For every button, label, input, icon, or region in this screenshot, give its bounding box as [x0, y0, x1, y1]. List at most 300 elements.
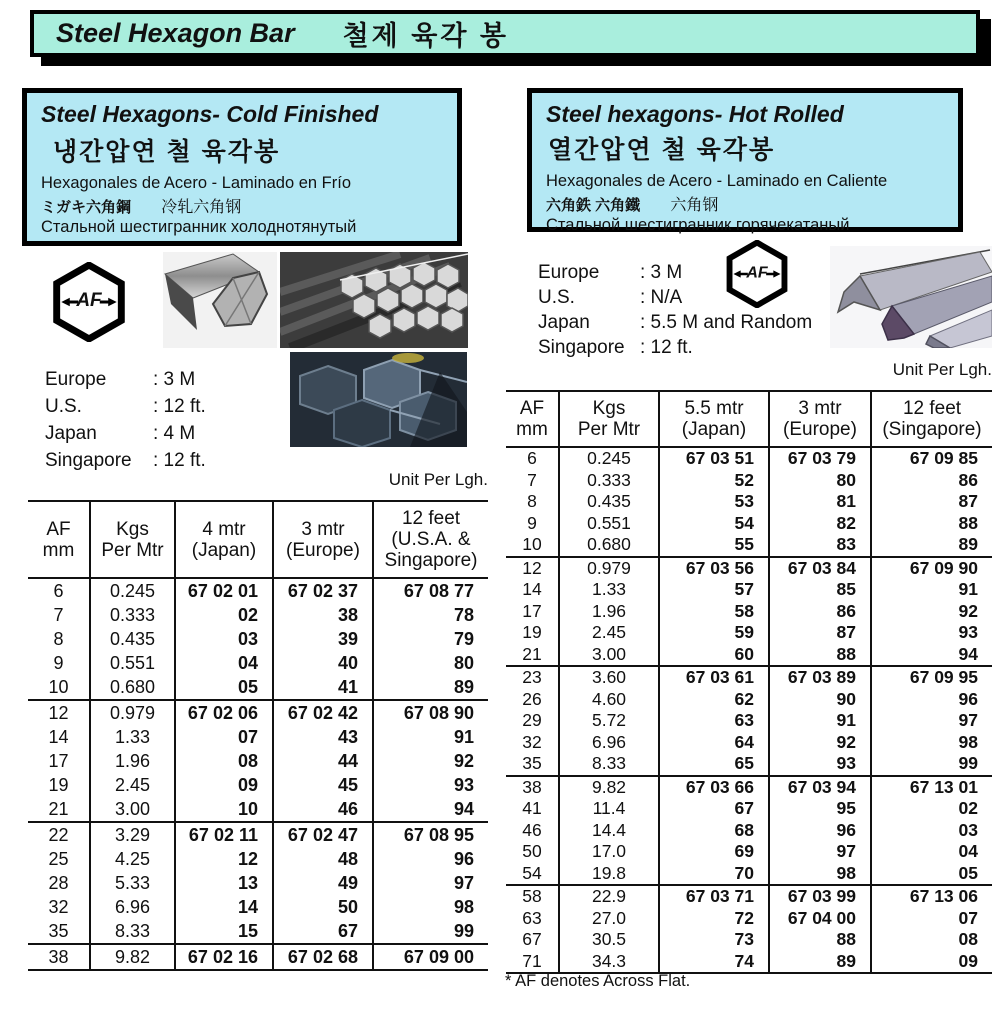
table-cell: 49 — [273, 871, 373, 895]
photo-hex-bar-bundle — [280, 252, 468, 348]
table-cell: 67 02 11 — [175, 822, 273, 847]
table-cell: 14 — [48, 727, 69, 747]
af-label: AF — [746, 264, 768, 282]
section-header-hot-rolled — [527, 88, 963, 232]
table-cell: 54 — [659, 513, 769, 535]
table-cell: 3.60 — [559, 666, 659, 689]
table-cell: 9 — [527, 512, 537, 533]
length-value: : 3 M — [640, 261, 683, 283]
table-cell: 02 — [871, 798, 992, 820]
table-row — [506, 534, 992, 557]
table-cell: 38 — [48, 947, 69, 967]
table-cell: 8 — [53, 629, 64, 649]
table-group — [506, 776, 992, 886]
section-header-cold-finished — [22, 88, 462, 246]
table-cell: 94 — [373, 797, 488, 822]
table-cell: 96 — [871, 689, 992, 711]
table-cell: 6 — [527, 448, 537, 468]
table-cell: 1.96 — [90, 749, 175, 773]
section-title-en: Steel Hexagons- Cold Finished — [41, 101, 379, 127]
section-title-ru: Стальной шестигранник горячекатаный — [546, 216, 850, 234]
table-cell: 1.33 — [90, 725, 175, 749]
photo-single-hex-bar — [163, 252, 277, 348]
column-header: 12 feet (Singapore) — [871, 391, 992, 447]
table-row — [28, 700, 488, 725]
table-cell: 1.96 — [559, 601, 659, 623]
table-cell: 14.4 — [559, 820, 659, 842]
table-cell: 0.551 — [559, 513, 659, 535]
length-row — [538, 260, 812, 285]
table-cell: 48 — [273, 847, 373, 871]
table-row — [506, 710, 992, 732]
table-cell: 4.60 — [559, 689, 659, 711]
table-cell: 46 — [522, 819, 542, 840]
table-group — [28, 822, 488, 944]
section-title-es: Hexagonales de Acero - Laminado en Frío — [41, 174, 352, 192]
table-cell: 67 03 79 — [769, 447, 871, 470]
table-cell: 7 — [53, 605, 64, 625]
table-row — [506, 798, 992, 820]
table-cell: 05 — [175, 675, 273, 700]
table-row — [28, 773, 488, 797]
table-cell: 46 — [273, 797, 373, 822]
table-cell: 44 — [273, 749, 373, 773]
table-cell: 89 — [871, 534, 992, 557]
table-cell: 08 — [871, 929, 992, 951]
table-cell: 35 — [522, 753, 542, 773]
af-label: AF — [76, 290, 102, 312]
table-cell: 67 — [522, 929, 542, 949]
table-group — [506, 557, 992, 667]
table-cell: 91 — [871, 579, 992, 601]
length-row — [45, 393, 206, 420]
table-cell: 67 03 61 — [659, 666, 769, 689]
table-cell: 15 — [175, 919, 273, 944]
table-cell: 67 08 95 — [373, 822, 488, 847]
table-cell: 0.435 — [559, 491, 659, 513]
table-cell: 14 — [522, 579, 542, 599]
table-cell: 0.333 — [90, 603, 175, 627]
table-cell: 17 — [522, 600, 542, 621]
table-cell: 38 — [273, 603, 373, 627]
table-row — [28, 578, 488, 603]
af-hexagon-icon — [50, 262, 128, 342]
table-cell: 0.245 — [559, 447, 659, 470]
table-cell: 67 03 66 — [659, 776, 769, 799]
table-cell: 25 — [48, 849, 69, 869]
table-row — [506, 689, 992, 711]
table-cell: 9 — [53, 653, 64, 673]
table-cell: 99 — [373, 919, 488, 944]
table-cell: 83 — [769, 534, 871, 557]
table-cell: 59 — [659, 622, 769, 644]
table-row — [28, 725, 488, 749]
table-cell: 98 — [871, 732, 992, 754]
table-row — [506, 644, 992, 667]
table-cell: 3.00 — [90, 797, 175, 822]
table-cell: 53 — [659, 491, 769, 513]
table-cell: 2.45 — [90, 773, 175, 797]
section-title-ja-zh — [41, 194, 443, 217]
table-cell: 67 09 90 — [871, 557, 992, 580]
table-group — [506, 885, 992, 973]
column-header: AF mm — [516, 398, 548, 440]
table-row — [506, 951, 992, 974]
table-cell: 89 — [769, 951, 871, 974]
table-row — [506, 776, 992, 799]
table-cell: 50 — [273, 895, 373, 919]
table-cell: 5.72 — [559, 710, 659, 732]
table-cell: 19.8 — [559, 863, 659, 886]
table-cell: 85 — [769, 579, 871, 601]
table-cell: 60 — [659, 644, 769, 667]
table-cell: 35 — [48, 921, 69, 941]
length-row — [538, 310, 812, 335]
table-cell: 30.5 — [559, 929, 659, 951]
table-cell: 97 — [769, 841, 871, 863]
table-row — [28, 847, 488, 871]
section-title-ko: 열간압연 철 육각봉 — [548, 136, 776, 164]
length-row — [45, 366, 206, 393]
table-cell: 67 13 01 — [871, 776, 992, 799]
table-cell: 93 — [769, 753, 871, 776]
length-region-label: Europe — [45, 368, 107, 390]
table-cell: 26 — [522, 688, 542, 709]
table-cell: 32 — [48, 897, 69, 917]
table-cell: 67 08 77 — [373, 578, 488, 603]
table-row — [506, 820, 992, 842]
table-cell: 68 — [659, 820, 769, 842]
table-cell: 41 — [522, 798, 542, 818]
table-cell: 0.979 — [90, 700, 175, 725]
table-cell: 67 02 42 — [273, 700, 373, 725]
length-value: : 3 M — [153, 368, 196, 390]
table-cell: 03 — [175, 627, 273, 651]
table-cell: 34.3 — [559, 951, 659, 974]
table-row — [28, 651, 488, 675]
table-cell: 88 — [769, 929, 871, 951]
table-cell: 67 09 95 — [871, 666, 992, 689]
table-cell: 12 — [175, 847, 273, 871]
table-cell: 96 — [373, 847, 488, 871]
table-cell: 86 — [769, 601, 871, 623]
table-row — [506, 557, 992, 580]
table-row — [506, 732, 992, 754]
table-row — [28, 919, 488, 944]
table-cell: 80 — [373, 651, 488, 675]
photo-hot-rolled-bars — [830, 246, 992, 348]
table-row — [28, 944, 488, 970]
unit-per-length-label: Unit Per Lgh. — [388, 470, 488, 489]
table-cell: 67 03 99 — [769, 885, 871, 908]
table-cell: 64 — [659, 732, 769, 754]
length-region-label: Japan — [45, 422, 97, 444]
table-cell: 22.9 — [559, 885, 659, 908]
column-header: 3 mtr (Europe) — [273, 501, 373, 578]
table-cell: 8.33 — [559, 753, 659, 776]
section-title-en: Steel hexagons- Hot Rolled — [546, 101, 844, 127]
table-cell: 67 08 90 — [373, 700, 488, 725]
table-cell: 86 — [871, 470, 992, 492]
table-row — [506, 841, 992, 863]
table-group — [28, 578, 488, 700]
section-title-ko: 냉간압연 철 육각봉 — [53, 138, 281, 166]
table-group — [28, 944, 488, 970]
column-header: Kgs Per Mtr — [559, 391, 659, 447]
table-cell: 45 — [273, 773, 373, 797]
length-list-hot-rolled — [538, 260, 812, 360]
column-header: AF mm — [42, 518, 75, 561]
table-cell: 54 — [522, 862, 542, 883]
section-title-ja: ミガキ六角鋼 — [41, 199, 132, 216]
table-row — [506, 601, 992, 623]
table-cell: 7 — [527, 469, 537, 490]
section-title-ru: Стальной шестигранник холоднотянутый — [41, 218, 357, 236]
length-region-label: Japan — [538, 311, 590, 333]
column-header: Kgs Per Mtr — [90, 501, 175, 578]
table-cell: 17 — [48, 751, 69, 771]
table-cell: 99 — [871, 753, 992, 776]
table-cell: 91 — [373, 725, 488, 749]
table-cell: 09 — [871, 951, 992, 974]
unit-per-length-label: Unit Per Lgh. — [892, 360, 992, 379]
length-list-cold-finished — [45, 366, 206, 474]
table-cell: 67 02 37 — [273, 578, 373, 603]
table-cell: 40 — [273, 651, 373, 675]
table-cell: 67 04 00 — [769, 908, 871, 930]
table-cell: 58 — [522, 886, 542, 906]
table-cell: 0.333 — [559, 470, 659, 492]
table-cell: 0.245 — [90, 578, 175, 603]
length-value: : 12 ft. — [153, 449, 206, 471]
table-row — [28, 627, 488, 651]
table-cell: 12 — [48, 703, 69, 723]
table-row — [28, 871, 488, 895]
table-row — [28, 603, 488, 627]
table-cell: 65 — [659, 753, 769, 776]
table-row — [506, 470, 992, 492]
table-cell: 50 — [522, 841, 542, 861]
table-cell: 21 — [522, 643, 542, 664]
table-cell: 92 — [373, 749, 488, 773]
hot-rolled-table — [506, 390, 992, 974]
section-title-es: Hexagonales de Acero - Laminado en Caliente — [546, 172, 888, 190]
table-cell: 04 — [871, 841, 992, 863]
table-cell: 67 03 89 — [769, 666, 871, 689]
length-row — [45, 447, 206, 474]
table-cell: 0.680 — [559, 534, 659, 557]
table-cell: 67 02 06 — [175, 700, 273, 725]
length-region-label: Europe — [538, 261, 600, 283]
table-cell: 94 — [871, 644, 992, 667]
table-cell: 22 — [48, 825, 69, 845]
table-cell: 73 — [659, 929, 769, 951]
table-cell: 78 — [373, 603, 488, 627]
page-title-en: Steel Hexagon Bar — [56, 18, 295, 48]
table-row — [506, 908, 992, 930]
section-title-ja: 六角鉄 六角鐵 — [546, 197, 641, 214]
table-cell: 19 — [48, 775, 69, 795]
table-cell: 38 — [522, 776, 542, 797]
table-cell: 10 — [175, 797, 273, 822]
table-cell: 62 — [659, 689, 769, 711]
table-cell: 6.96 — [90, 895, 175, 919]
table-cell: 67 02 68 — [273, 944, 373, 970]
column-header: 3 mtr (Europe) — [769, 391, 871, 447]
table-cell: 0.680 — [90, 675, 175, 700]
length-value: : 4 M — [153, 422, 196, 444]
table-cell: 55 — [659, 534, 769, 557]
table-cell: 74 — [659, 951, 769, 974]
table-cell: 0.435 — [90, 627, 175, 651]
table-cell: 81 — [769, 491, 871, 513]
table-cell: 07 — [871, 908, 992, 930]
table-cell: 92 — [769, 732, 871, 754]
table-cell: 67 02 01 — [175, 578, 273, 603]
section-title-zh: 冷轧六角钢 — [161, 199, 242, 216]
table-cell: 67 03 94 — [769, 776, 871, 799]
table-cell: 97 — [373, 871, 488, 895]
table-cell: 8.33 — [90, 919, 175, 944]
length-region-label: Singapore — [45, 449, 132, 471]
table-cell: 97 — [871, 710, 992, 732]
photo-dark-hex-bars — [290, 352, 467, 447]
length-value: : 12 ft. — [153, 395, 206, 417]
table-cell: 9.82 — [559, 776, 659, 799]
table-cell: 12 — [522, 557, 542, 578]
table-cell: 07 — [175, 725, 273, 749]
table-cell: 69 — [659, 841, 769, 863]
table-cell: 4.25 — [90, 847, 175, 871]
table-cell: 67 03 56 — [659, 557, 769, 580]
table-cell: 13 — [175, 871, 273, 895]
table-header-row — [28, 501, 488, 578]
table-row — [506, 863, 992, 886]
table-cell: 63 — [659, 710, 769, 732]
cold-finished-table — [28, 500, 488, 971]
table-row — [28, 797, 488, 822]
table-cell: 80 — [769, 470, 871, 492]
table-row — [28, 822, 488, 847]
table-group — [506, 666, 992, 776]
table-group — [28, 700, 488, 822]
table-cell: 52 — [659, 470, 769, 492]
table-cell: 14 — [175, 895, 273, 919]
table-row — [28, 749, 488, 773]
table-cell: 63 — [522, 907, 542, 928]
table-cell: 87 — [871, 491, 992, 513]
table-cell: 29 — [522, 710, 542, 730]
table-cell: 17.0 — [559, 841, 659, 863]
table-cell: 82 — [769, 513, 871, 535]
table-cell: 0.551 — [90, 651, 175, 675]
table-cell: 41 — [273, 675, 373, 700]
table-cell: 09 — [175, 773, 273, 797]
section-title-zh: 六角钢 — [670, 197, 719, 214]
table-cell: 43 — [273, 725, 373, 749]
table-cell: 67 03 51 — [659, 447, 769, 470]
length-value: : N/A — [640, 286, 683, 308]
table-cell: 9.82 — [90, 944, 175, 970]
table-cell: 1.33 — [559, 579, 659, 601]
table-cell: 92 — [871, 601, 992, 623]
table-row — [506, 513, 992, 535]
table-cell: 8 — [527, 491, 537, 511]
table-cell: 5.33 — [90, 871, 175, 895]
table-cell: 88 — [769, 644, 871, 667]
table-cell: 88 — [871, 513, 992, 535]
table-cell: 32 — [522, 731, 542, 752]
table-cell: 21 — [48, 799, 69, 819]
length-row — [538, 335, 812, 360]
table-cell: 58 — [659, 601, 769, 623]
table-cell: 67 — [273, 919, 373, 944]
table-cell: 70 — [659, 863, 769, 886]
table-row — [28, 895, 488, 919]
table-cell: 89 — [373, 675, 488, 700]
section-title-ja-zh — [546, 192, 944, 215]
table-cell: 93 — [871, 622, 992, 644]
table-cell: 57 — [659, 579, 769, 601]
table-cell: 6 — [53, 581, 64, 601]
column-header: 4 mtr (Japan) — [175, 501, 273, 578]
table-cell: 03 — [871, 820, 992, 842]
table-cell: 02 — [175, 603, 273, 627]
table-cell: 96 — [769, 820, 871, 842]
table-cell: 67 02 47 — [273, 822, 373, 847]
table-cell: 95 — [769, 798, 871, 820]
table-cell: 28 — [48, 873, 69, 893]
length-row — [538, 285, 812, 310]
table-row — [506, 622, 992, 644]
length-region-label: Singapore — [538, 336, 625, 358]
table-row — [506, 491, 992, 513]
table-cell: 10 — [522, 534, 542, 554]
table-cell: 08 — [175, 749, 273, 773]
table-cell: 67 03 71 — [659, 885, 769, 908]
table-cell: 11.4 — [559, 798, 659, 820]
column-header: 12 feet (U.S.A. & Singapore) — [373, 501, 488, 578]
table-cell: 05 — [871, 863, 992, 886]
table-cell: 23 — [522, 667, 542, 687]
table-group — [506, 447, 992, 557]
table-cell: 0.979 — [559, 557, 659, 580]
table-cell: 79 — [373, 627, 488, 651]
table-cell: 19 — [522, 622, 542, 642]
table-row — [506, 579, 992, 601]
table-row — [506, 666, 992, 689]
length-value: : 12 ft. — [640, 336, 693, 358]
table-cell: 87 — [769, 622, 871, 644]
table-row — [506, 753, 992, 776]
column-header: 5.5 mtr (Japan) — [659, 391, 769, 447]
table-row — [28, 675, 488, 700]
table-row — [506, 929, 992, 951]
table-cell: 67 13 06 — [871, 885, 992, 908]
table-cell: 90 — [769, 689, 871, 711]
table-cell: 6.96 — [559, 732, 659, 754]
page-title — [30, 10, 980, 57]
table-cell: 67 03 84 — [769, 557, 871, 580]
table-cell: 98 — [769, 863, 871, 886]
af-footnote: * AF denotes Across Flat. — [505, 972, 691, 990]
table-cell: 2.45 — [559, 622, 659, 644]
table-cell: 67 09 85 — [871, 447, 992, 470]
table-cell: 67 — [659, 798, 769, 820]
table-row — [506, 447, 992, 470]
length-region-label: U.S. — [538, 286, 575, 308]
table-cell: 93 — [373, 773, 488, 797]
